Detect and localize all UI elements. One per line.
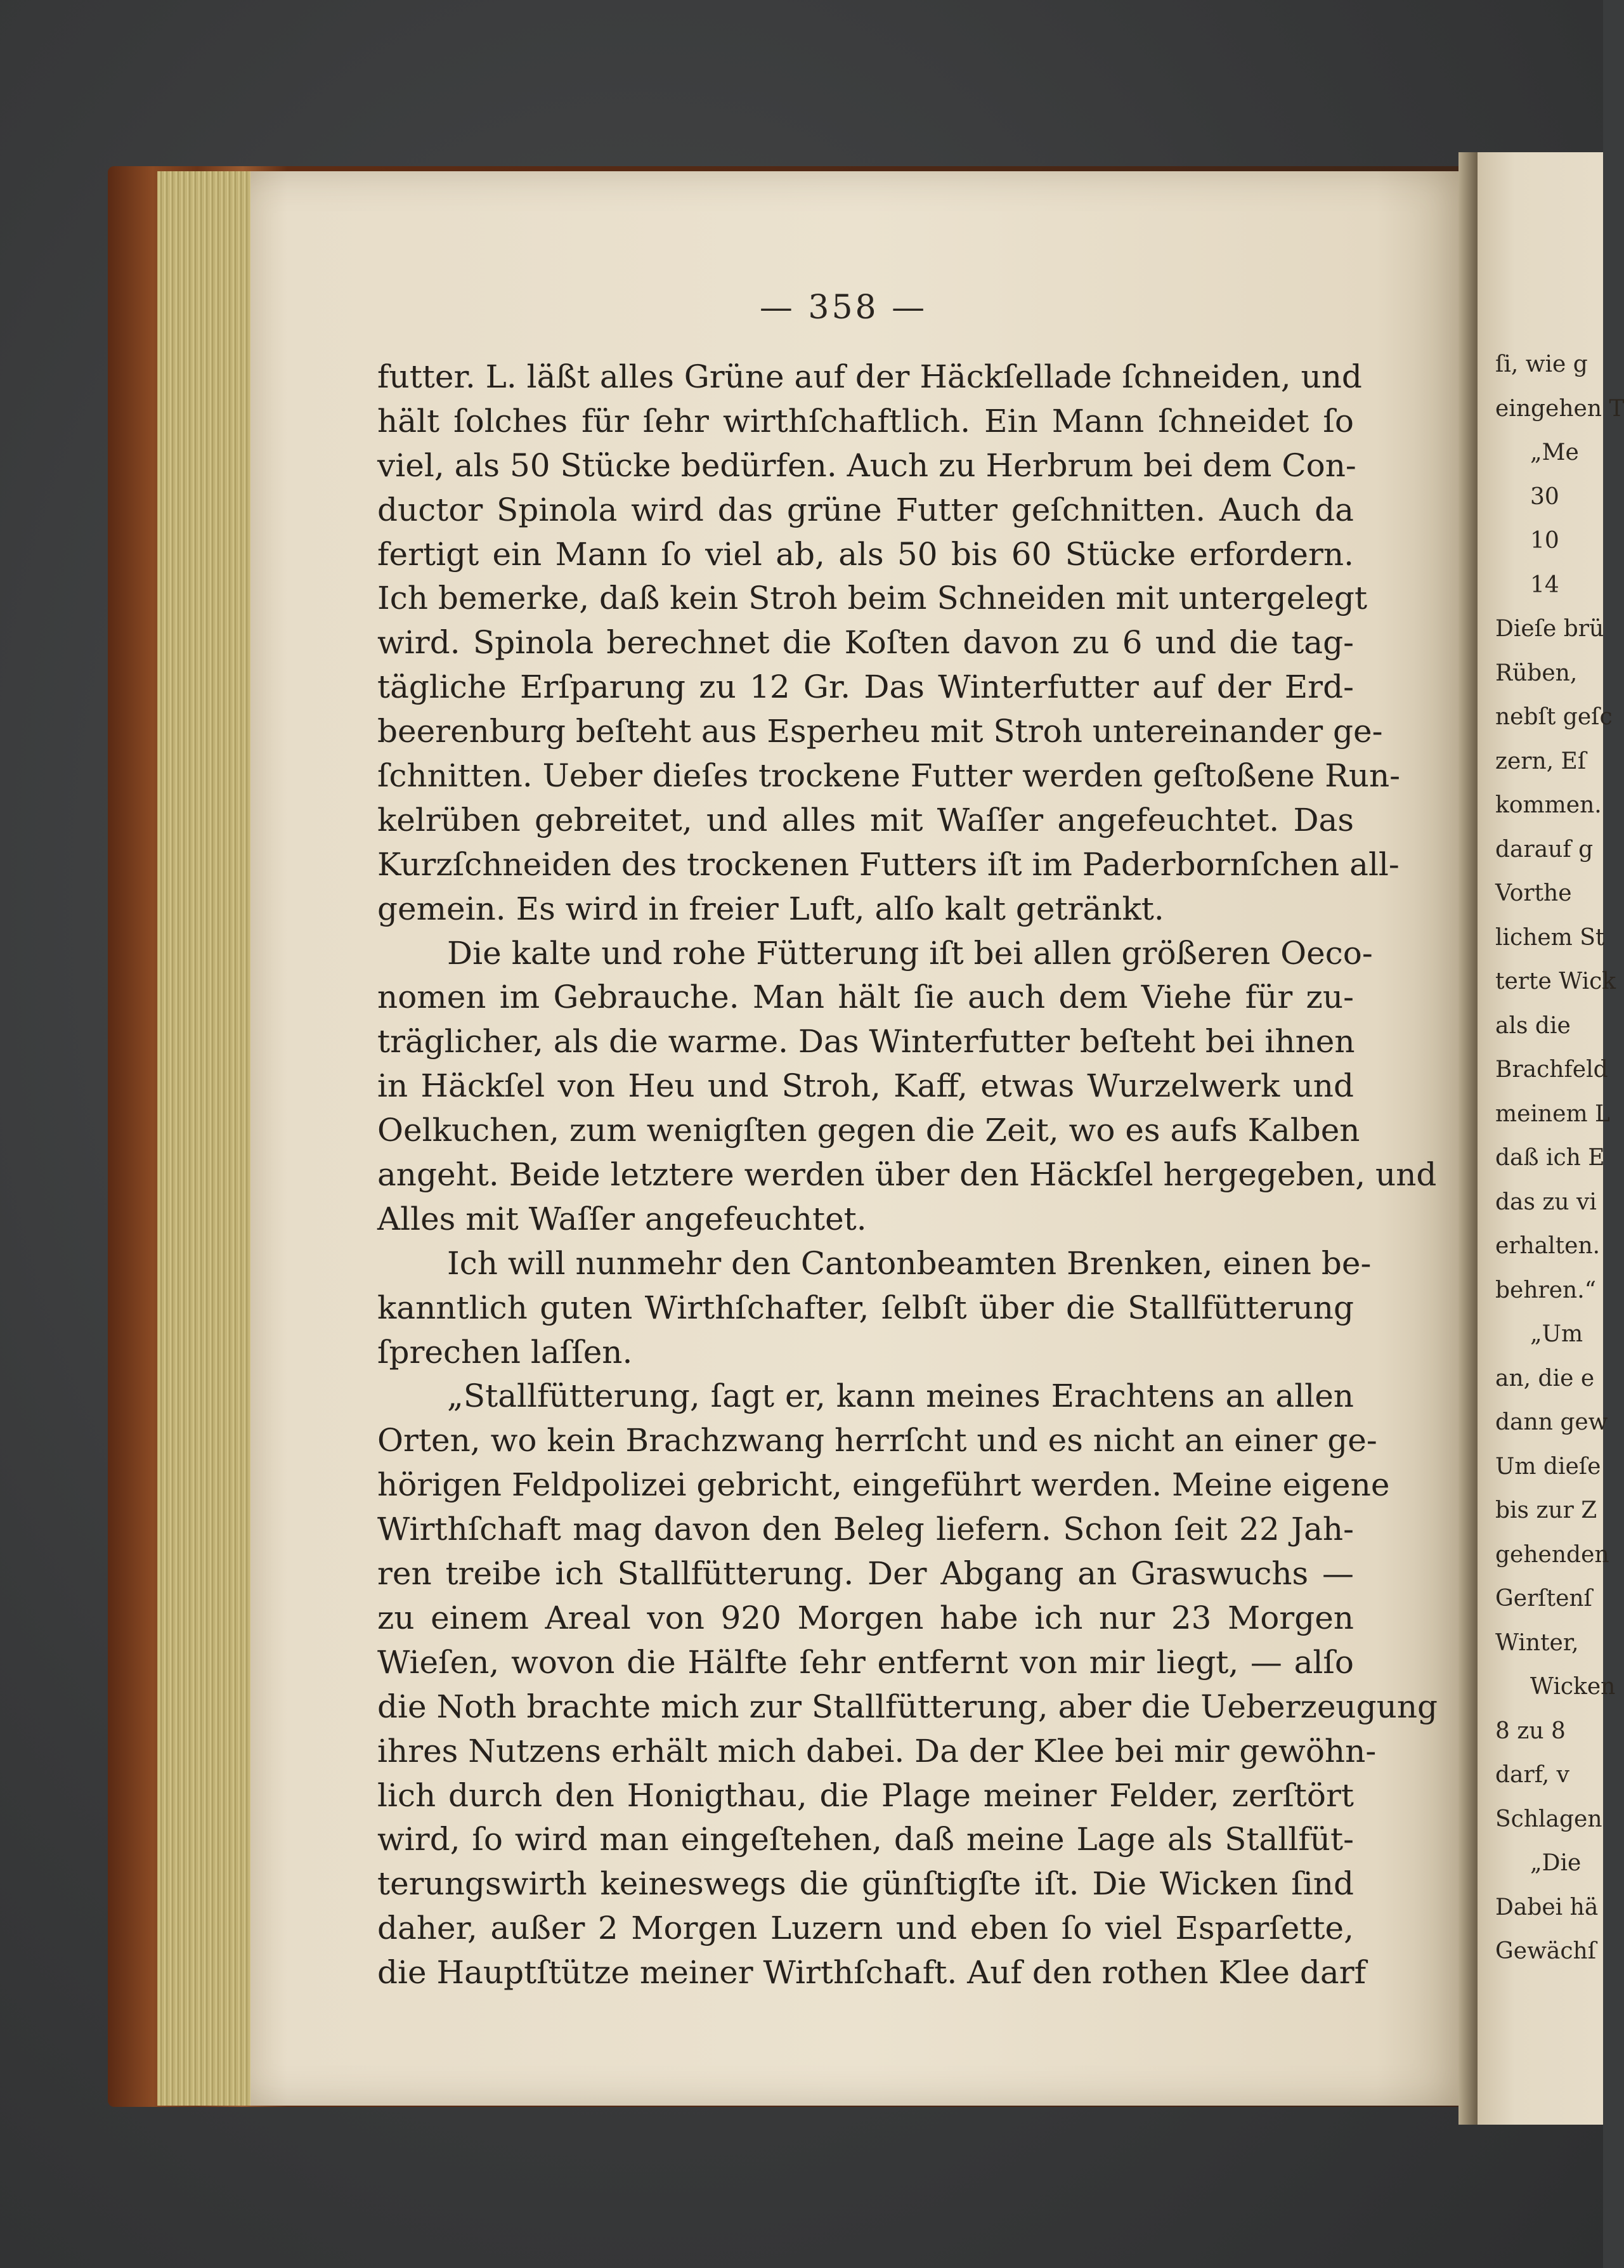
text-line: Die kalte und rohe Fütterung iſt bei allen größeren Oeco- <box>447 934 1373 972</box>
facing-text-line: ſi, wie g <box>1495 351 1588 377</box>
facing-text-line: kommen. <box>1495 792 1602 818</box>
facing-page-text <box>1495 342 1624 1974</box>
facing-text-line: „Um <box>1530 1321 1583 1347</box>
facing-text-line: bis zur Z <box>1495 1497 1597 1523</box>
text-line: die Noth brachte mich zur Stallfütterung, aber die Ueberzeugung <box>377 1688 1438 1725</box>
text-line: Ich bemerke, daß kein Stroh beim Schneiden mit untergelegt <box>377 580 1368 617</box>
facing-text-line: „Me <box>1530 440 1579 466</box>
text-line: ductor Spinola wird das grüne Futter geſchnitten. Auch da <box>377 491 1354 528</box>
text-line: Ich will nunmehr den Cantonbeamten Brenken, einen be- <box>447 1244 1372 1282</box>
facing-text-line: meinem L <box>1495 1100 1610 1127</box>
facing-text-line: Schlagen <box>1495 1806 1602 1832</box>
text-line: viel, als 50 Stücke bedürfen. Auch zu Herbrum bei dem Con- <box>377 446 1356 484</box>
body-text <box>377 355 1438 1995</box>
text-line: ſchnitten. Ueber dieſes trockene Futter werden geſtoßene Run- <box>377 757 1401 795</box>
facing-text-line: behren.“ <box>1495 1277 1597 1303</box>
page-block-edges <box>157 171 265 2106</box>
text-line: terungswirth keineswegs die günſtigſte iſt. Die Wicken ſind <box>377 1865 1354 1903</box>
facing-text-line: Wicken <box>1530 1674 1616 1700</box>
facing-text-line: Rüben, <box>1495 660 1578 686</box>
text-line: zu einem Areal von 920 Morgen habe ich nur 23 Morgen <box>377 1599 1354 1636</box>
facing-text-line: daß ich E <box>1495 1145 1605 1171</box>
text-line: daher, außer 2 Morgen Luzern und eben ſo viel Esparſette, <box>377 1910 1354 1947</box>
text-line: die Hauptſtütze meiner Wirthſchaft. Auf den rothen Klee darf <box>377 1954 1367 1991</box>
text-line: wird. Spinola berechnet die Koſten davon zu 6 und die tag- <box>377 624 1354 662</box>
facing-text-line: das zu vi <box>1495 1189 1597 1215</box>
facing-text-line: Winter, <box>1495 1629 1579 1656</box>
text-line: Wieſen, wovon die Hälfte ſehr entfernt von mir liegt, — alſo <box>377 1643 1354 1681</box>
text-line: gemein. Es wird in freier Luft, alſo kalt getränkt. <box>377 890 1164 927</box>
text-line: Orten, wo kein Brachzwang herrſcht und es nicht an einer ge- <box>377 1422 1377 1459</box>
text-line: Kurzſchneiden des trockenen Futters iſt im Paderbornſchen all- <box>377 845 1400 883</box>
text-line: hörigen Feldpolizei gebricht, eingeführt werden. Meine eigene <box>377 1466 1390 1504</box>
facing-text-line: Brachfeld <box>1495 1057 1608 1083</box>
facing-text-line: zern, Eſ <box>1495 748 1587 774</box>
text-line: hält ſolches für ſehr wirthſchaftlich. Ein Mann ſchneidet ſo <box>377 402 1354 440</box>
text-line: wird, ſo wird man eingeſtehen, daß meine Lage als Stallfüt- <box>377 1821 1354 1858</box>
text-line: träglicher, als die warme. Das Winterfutter beſteht bei ihnen <box>377 1023 1355 1060</box>
text-line: fertigt ein Mann ſo viel ab, als 50 bis 60 Stücke erfordern. <box>377 535 1354 573</box>
facing-text-line: erhalten. <box>1495 1233 1601 1259</box>
text-line: ren treibe ich Stallfütterung. Der Abgang an Graswuchs — <box>377 1555 1354 1593</box>
facing-text-line: Dabei hä <box>1495 1894 1599 1920</box>
facing-text-line: Um dieſe <box>1495 1453 1601 1480</box>
facing-text-line: an, die e <box>1495 1365 1595 1391</box>
text-line: nomen im Gebrauche. Man hält ſie auch dem Viehe für zu- <box>377 979 1354 1016</box>
facing-text-line: darauf g <box>1495 836 1594 863</box>
text-line: „Stallfütterung, ſagt er, kann meines Erachtens an allen <box>447 1378 1354 1415</box>
facing-text-line: darf, v <box>1495 1762 1569 1788</box>
facing-text-line: dann gew <box>1495 1409 1608 1435</box>
facing-text-line: „Die <box>1530 1850 1582 1876</box>
facing-text-line: 30 <box>1530 483 1559 510</box>
text-line: futter. L. läßt alles Grüne auf der Häckſellade ſchneiden, und <box>377 358 1362 395</box>
facing-text-line: eingehen T <box>1495 395 1624 422</box>
facing-text-line: 10 <box>1530 528 1559 554</box>
facing-text-line: 14 <box>1530 571 1559 598</box>
text-line: in Häckſel von Heu und Stroh, Kaff, etwas Wurzelwerk und <box>377 1067 1354 1105</box>
text-line: kanntlich guten Wirthſchafter, ſelbſt über die Stallfütterung <box>377 1289 1354 1326</box>
text-line: beerenburg beſteht aus Esperheu mit Stroh untereinander ge- <box>377 713 1383 750</box>
text-line: ſprechen laſſen. <box>377 1333 633 1371</box>
facing-text-line: 8 zu 8 <box>1495 1717 1566 1744</box>
page-number: — 358 — <box>759 289 928 327</box>
facing-text-line: Gerſtenſ <box>1495 1586 1592 1612</box>
facing-text-line: lichem St <box>1495 924 1605 951</box>
facing-text-line: nebſt geſc <box>1495 704 1613 730</box>
text-line: ihres Nutzens erhält mich dabei. Da der Klee bei mir gewöhn- <box>377 1732 1377 1769</box>
facing-text-line: als die <box>1495 1012 1571 1039</box>
facing-text-line: Dieſe brü <box>1495 616 1604 642</box>
facing-text-line: terte Wick <box>1495 968 1616 994</box>
text-line: tägliche Erſparung zu 12 Gr. Das Winterfutter auf der Erd- <box>377 668 1354 706</box>
text-line: Alles mit Waſſer angefeuchtet. <box>377 1200 867 1237</box>
facing-text-line: Vorthe <box>1495 880 1572 906</box>
text-line: angeht. Beide letztere werden über den Häckſel hergegeben, und <box>377 1156 1437 1194</box>
facing-text-line: gehenden <box>1495 1541 1609 1568</box>
facing-text-line: Gewächſ <box>1495 1938 1597 1964</box>
text-line: Oelkuchen, zum wenigſten gegen die Zeit, wo es aufs Kalben <box>377 1112 1360 1149</box>
text-line: lich durch den Honigthau, die Plage meiner Felder, zerſtört <box>377 1776 1354 1814</box>
text-line: kelrüben gebreitet, und alles mit Waſſer angefeuchtet. Das <box>377 801 1354 838</box>
text-line: Wirthſchaft mag davon den Beleg liefern. Schon ſeit 22 Jah- <box>377 1511 1354 1548</box>
